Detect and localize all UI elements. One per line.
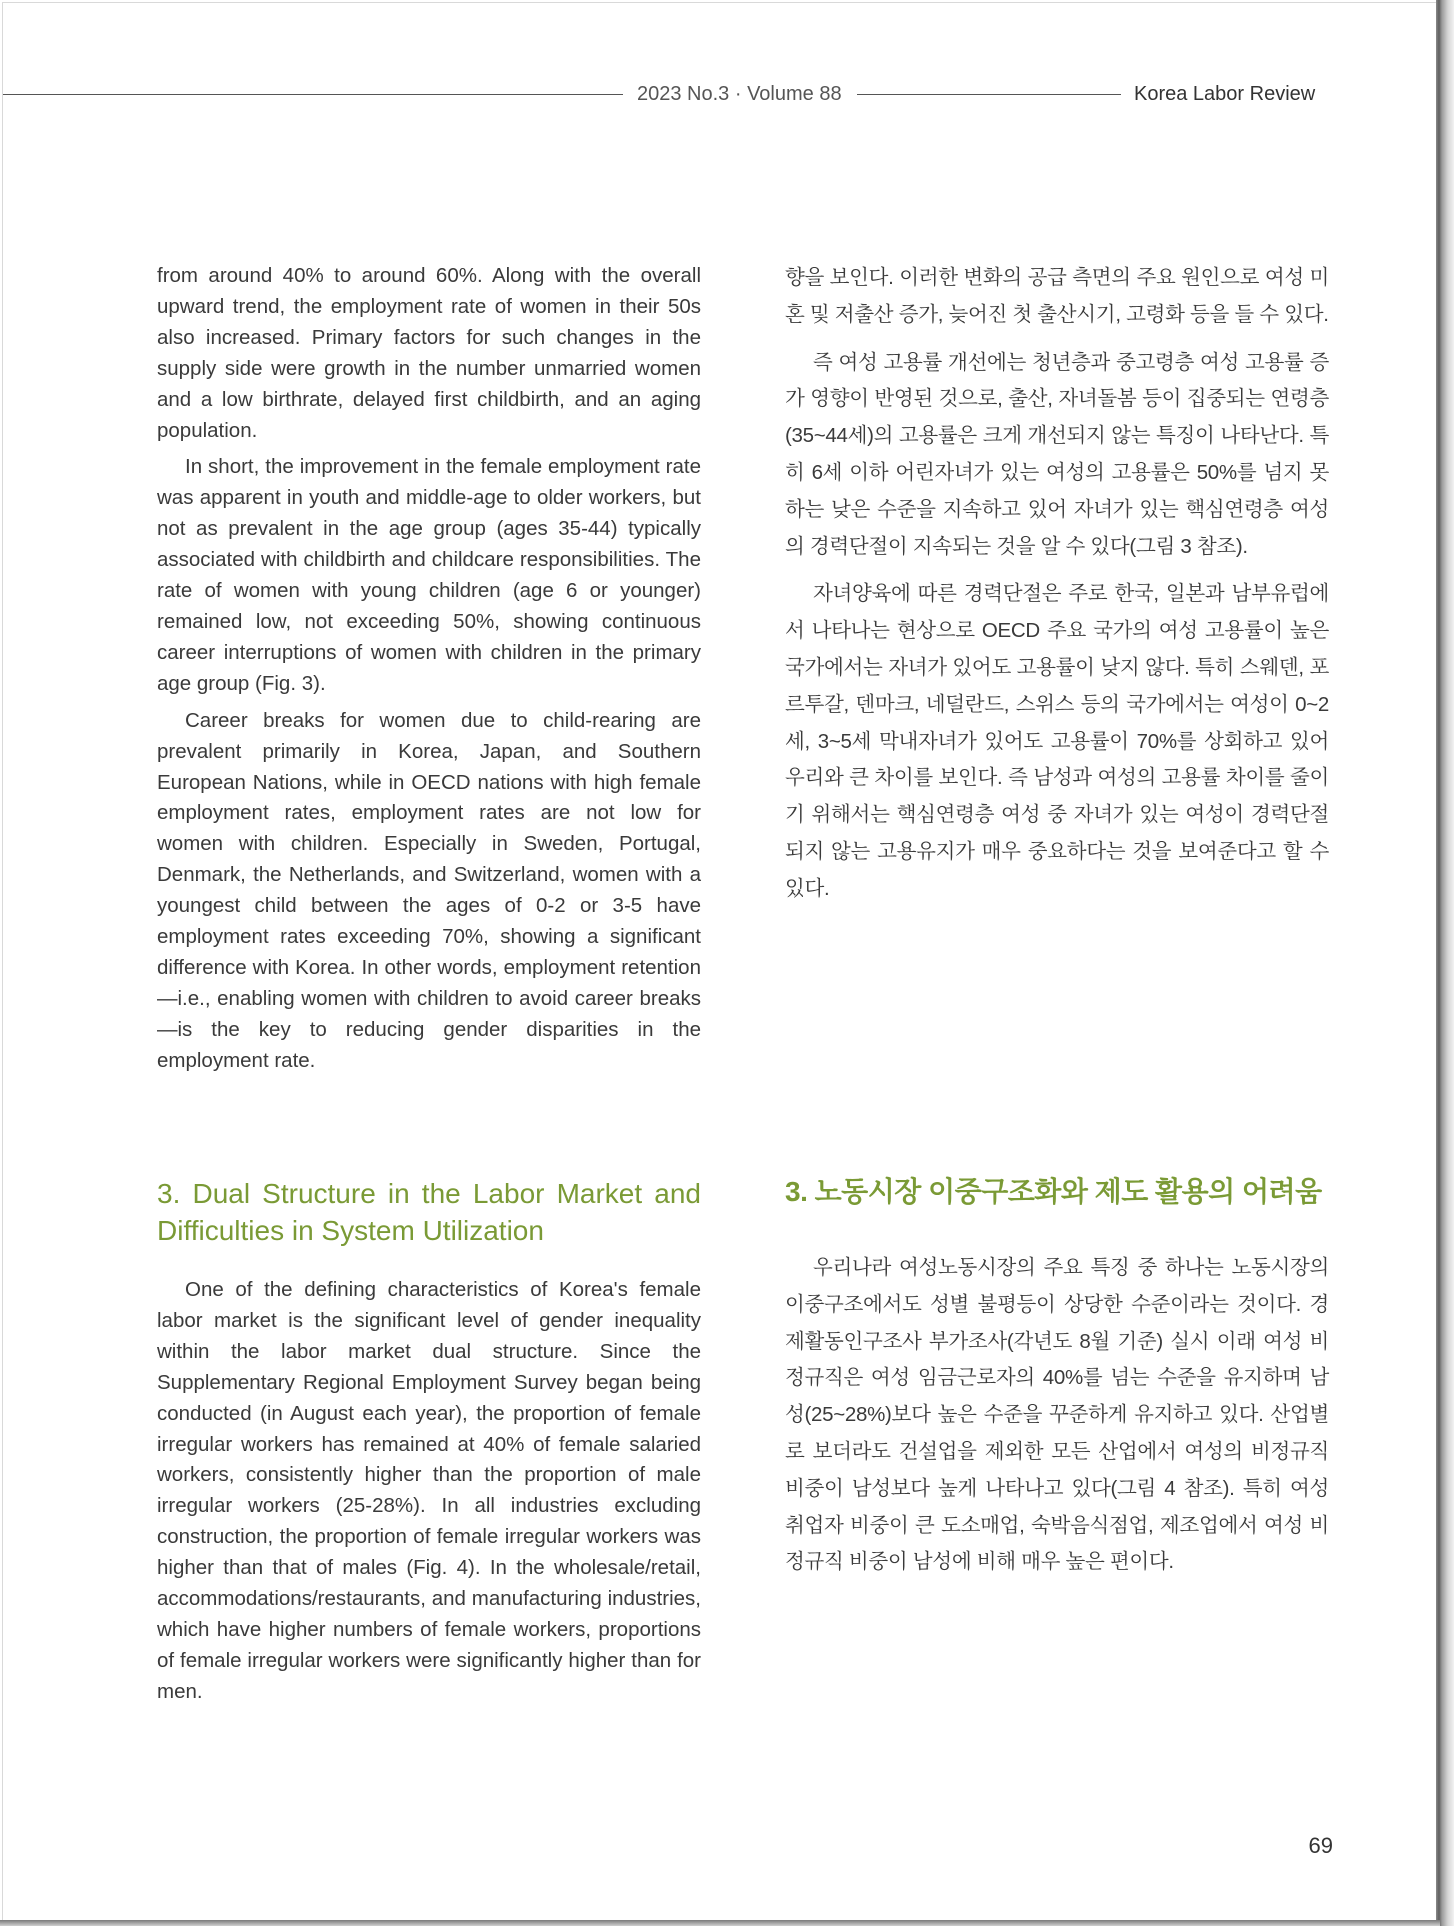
page-bottom-shadow <box>0 1920 1440 1926</box>
english-paragraph: Career breaks for women due to child-rearing are prevalent primarily in Korea, Japan, and Southern European Nations, while in OECD nations with high female employment rates, employment rates are not low for women with children. Especially in Sweden, Portugal, Denmark, the Netherlands, and Switzerland, women with a youngest child between the ages of 0-2 or 3-5 have employment rates exceeding 70%, showing a significant difference with Korea. In other words, employment retention—i.e., enabling women with children to avoid career breaks—is the key to reducing gender disparities in the employment rate. <box>157 708 701 1072</box>
running-header <box>3 83 1333 107</box>
korean-paragraph: 우리나라 여성노동시장의 주요 특징 중 하나는 노동시장의 이중구조에서도 성별 불평등이 상당한 수준이라는 것이다. 경제활동인구조사 부가조사(각년도 8월 기준) 실시 이래 여성 비정규직은 여성 임금근로자의 40%를 넘는 수준을 유지하며 남성(25~28%)보다 높은 수준을 꾸준하게 유지하고 있다. 산업별로 보더라도 건설업을 제외한 모든 산업에서 여성의 비정규직 비중이 남성보다 높게 나타나고 있다(그림 4 참조). 특히 여성 취업자 비중이 큰 도소매업, 숙박음식점업, 제조업에서 여성 비정규직 비중이 남성에 비해 매우 높은 편이다. <box>785 1256 1329 1574</box>
korean-section-heading: 3. 노동시장 이중구조화와 제도 활용의 어려움 <box>785 1176 1322 1207</box>
english-paragraph: In short, the improvement in the female employment rate was apparent in youth and middle-age to older workers, but not as prevalent in the age group (ages 35-44) typically associated with childbirth and childcare responsibilities. The rate of women with young children (age 6 or younger) remained low, not exceeding 50%, showing continuous career interruptions of women with children in the primary age group (Fig. 3). <box>157 455 701 695</box>
page-number: 69 <box>1308 1833 1333 1858</box>
english-column-top <box>157 261 701 1083</box>
english-section-heading: 3. Dual Structure in the Labor Market and Difficulties in System Utilization <box>157 1178 701 1246</box>
header-rule-left <box>3 94 623 95</box>
korean-column-bottom <box>785 1250 1329 1587</box>
journal-title: Korea Labor Review <box>1134 83 1316 105</box>
korean-paragraph: 자녀양육에 따른 경력단절은 주로 한국, 일본과 남부유럽에서 나타나는 현상으로 OECD 주요 국가의 여성 고용률이 높은 국가에서는 자녀가 있어도 고용률이 낮지 않다. 특히 스웨덴, 포르투갈, 덴마크, 네덜란드, 스위스 등의 국가에서는 여성이 0~2세, 3~5세 막내자녀가 있어도 고용률이 70%를 상회하고 있어 우리와 큰 차이를 보인다. 즉 남성과 여성의 고용률 차이를 줄이기 위해서는 핵심연령층 여성 중 자녀가 있는 여성이 경력단절 되지 않는 고용유지가 매우 중요하다는 것을 보여준다고 할 수 있다. <box>785 582 1329 900</box>
korean-paragraph: 즉 여성 고용률 개선에는 청년층과 중고령층 여성 고용률 증가 영향이 반영된 것으로, 출산, 자녀돌봄 등이 집중되는 연령층(35~44세)의 고용률은 크게 개선되지 않는 특징이 나타난다. 특히 6세 이하 어린자녀가 있는 여성의 고용률은 50%를 넘지 못하는 낮은 수준을 지속하고 있어 자녀가 있는 핵심연령층 여성의 경력단절이 지속되는 것을 알 수 있다(그림 3 참조). <box>785 350 1329 558</box>
document-page <box>2 2 1436 1922</box>
page-edge-shadow <box>1436 0 1454 1926</box>
korean-column-top <box>785 260 1329 919</box>
english-paragraph: One of the defining characteristics of Korea's female labor market is the significant level of gender inequality within the labor market dual structure. Since the Supplementary Regional Employment Survey began being conducted (in August each year), the proportion of female irregular workers has remained at 40% of female salaried workers, consistently higher than the proportion of male irregular workers (25-28%). In all industries excluding construction, the proportion of female irregular workers was higher than that of males (Fig. 4). In the wholesale/retail, accommodations/restaurants, and manufacturing industries, which have higher numbers of female workers, proportions of female irregular workers were significantly higher than for men. <box>157 1278 701 1703</box>
english-paragraph: from around 40% to around 60%. Along with the overall upward trend, the employment rate of women in their 50s also increased. Primary factors for such changes in the supply side were growth in the number unmarried women and a low birthrate, delayed first childbirth, and an aging population. <box>157 264 701 442</box>
header-rule-mid <box>857 94 1121 95</box>
korean-paragraph: 향을 보인다. 이러한 변화의 공급 측면의 주요 원인으로 여성 미혼 및 저출산 증가, 늦어진 첫 출산시기, 고령화 등을 들 수 있다. <box>785 266 1329 326</box>
english-column-bottom <box>157 1275 701 1714</box>
issue-info: 2023 No.3 · Volume 88 <box>637 83 842 105</box>
